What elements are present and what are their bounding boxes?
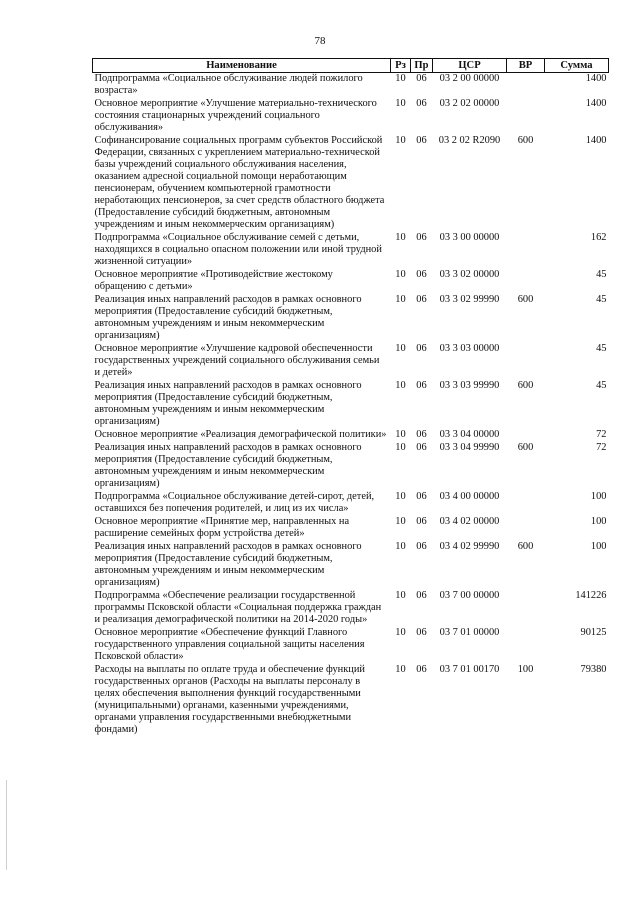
- cell-pr: 06: [416, 627, 427, 638]
- cell-name: Основное мероприятие «Обеспечение функций Главного государственного управления социальной защиты населения Псковской области»: [94, 627, 365, 662]
- cell-sum: 1400: [585, 98, 607, 109]
- cell-vr: 600: [517, 442, 534, 453]
- cell-rz: 10: [395, 429, 406, 440]
- table-row: [93, 98, 609, 135]
- header-vr: ВР: [507, 59, 545, 73]
- cell-vr: [507, 590, 545, 627]
- cell-pr: 06: [416, 343, 427, 354]
- cell-pr: 06: [416, 491, 427, 502]
- cell-name: Подпрограмма «Обеспечение реализации государственной программы Псковской области «Социальная поддержка граждан и реализация демографической политики на 2014-2020 годы»: [94, 590, 382, 625]
- cell-csr: 03 7 00 00000: [439, 590, 500, 601]
- cell-csr: 03 3 03 00000: [439, 343, 500, 354]
- cell-rz: 10: [395, 343, 406, 354]
- cell-sum: 45: [596, 269, 607, 280]
- cell-sum: 45: [596, 380, 607, 391]
- budget-table: [92, 58, 609, 737]
- header-rz: Рз: [391, 59, 411, 73]
- cell-csr: 03 2 00 00000: [439, 73, 500, 84]
- table-row: [93, 590, 609, 627]
- cell-csr: 03 2 02 R2090: [438, 135, 501, 146]
- header-row: [93, 59, 609, 73]
- cell-name: Реализация иных направлений расходов в рамках основного мероприятия (Предоставление субсидий бюджетным, автономным учреждениям и иным некоммерческим организациям): [94, 294, 362, 341]
- cell-name: Основное мероприятие «Улучшение кадровой обеспеченности государственных учреждений социального обслуживания семьи и детей»: [94, 343, 380, 378]
- cell-name: Основное мероприятие «Принятие мер, направленных на расширение семейных форм устройства детей»: [94, 516, 350, 539]
- cell-rz: 10: [395, 269, 406, 280]
- cell-name: Софинансирование социальных программ субъектов Российской Федерации, связанных с укреплением материально-технической базы учреждений социального обслуживания населения, оказанием адресной социальной помощи неработающим пенсионерам, обучением компьютерной грамотности неработающих пенсионеров, за счет средств областного бюджета (Предоставление субсидий бюджетным, автономным учреждениям и иным некоммерческим организациям): [94, 135, 385, 230]
- cell-vr: [507, 232, 545, 269]
- cell-name: Основное мероприятие «Улучшение материально-технического состояния стационарных учреждений социального обслуживания»: [94, 98, 377, 133]
- cell-pr: 06: [416, 98, 427, 109]
- cell-rz: 10: [395, 516, 406, 527]
- cell-csr: 03 3 03 99990: [439, 380, 500, 391]
- table-row: [93, 135, 609, 232]
- cell-sum: 45: [596, 294, 607, 305]
- cell-sum: 100: [590, 541, 607, 552]
- cell-name: Основное мероприятие «Реализация демографической политики»: [94, 429, 387, 440]
- table-row: [93, 73, 609, 99]
- cell-vr: [507, 73, 545, 99]
- cell-pr: 06: [416, 294, 427, 305]
- cell-csr: 03 2 02 00000: [439, 98, 500, 109]
- cell-pr: 06: [416, 269, 427, 280]
- cell-rz: 10: [395, 664, 406, 675]
- cell-rz: 10: [395, 627, 406, 638]
- cell-sum: 141226: [575, 590, 607, 601]
- cell-rz: 10: [395, 541, 406, 552]
- cell-vr: [507, 429, 545, 442]
- cell-pr: 06: [416, 442, 427, 453]
- scan-edge-mark: [6, 780, 7, 870]
- cell-sum: 90125: [580, 627, 607, 638]
- cell-vr: 600: [517, 541, 534, 552]
- cell-csr: 03 3 02 99990: [439, 294, 500, 305]
- cell-rz: 10: [395, 98, 406, 109]
- cell-sum: 1400: [585, 135, 607, 146]
- cell-name: Реализация иных направлений расходов в рамках основного мероприятия (Предоставление субсидий бюджетным, автономным учреждениям и иным некоммерческим организациям): [94, 541, 362, 588]
- cell-sum: 72: [596, 442, 607, 453]
- cell-csr: 03 3 04 00000: [439, 429, 500, 440]
- cell-name: Основное мероприятие «Противодействие жестокому обращению с детьми»: [94, 269, 333, 292]
- header-pr: Пр: [411, 59, 433, 73]
- table-row: [93, 269, 609, 294]
- cell-name: Реализация иных направлений расходов в рамках основного мероприятия (Предоставление субсидий бюджетным, автономным учреждениям и иным некоммерческим организациям): [94, 380, 362, 427]
- cell-name: Подпрограмма «Социальное обслуживание людей пожилого возраста»: [94, 73, 363, 96]
- cell-vr: [507, 491, 545, 516]
- cell-vr: [507, 516, 545, 541]
- cell-sum: 1400: [585, 73, 607, 84]
- table-body: [93, 73, 609, 738]
- cell-vr: 600: [517, 380, 534, 391]
- cell-csr: 03 4 00 00000: [439, 491, 500, 502]
- cell-csr: 03 3 00 00000: [439, 232, 500, 243]
- table-row: [93, 516, 609, 541]
- cell-csr: 03 4 02 99990: [439, 541, 500, 552]
- cell-pr: 06: [416, 135, 427, 146]
- cell-rz: 10: [395, 491, 406, 502]
- cell-pr: 06: [416, 380, 427, 391]
- table-row: [93, 429, 609, 442]
- cell-name: Расходы на выплаты по оплате труда и обеспечение функций государственных органов (Расходы на выплаты персоналу в целях обеспечения выполнения функций государственными (муниципальными) органами, казенными учреждениями, органами управления государственными внебюджетными фондами): [94, 664, 365, 735]
- cell-csr: 03 3 04 99990: [439, 442, 500, 453]
- cell-sum: 100: [590, 516, 607, 527]
- cell-rz: 10: [395, 135, 406, 146]
- table-row: [93, 541, 609, 590]
- cell-pr: 06: [416, 516, 427, 527]
- cell-csr: 03 7 01 00000: [439, 627, 500, 638]
- table-row: [93, 232, 609, 269]
- cell-vr: 600: [517, 135, 534, 146]
- header-name: Наименование: [93, 59, 391, 73]
- table-row: [93, 442, 609, 491]
- page-number: 78: [314, 35, 326, 47]
- table-row: [93, 343, 609, 380]
- cell-csr: 03 3 02 00000: [439, 269, 500, 280]
- cell-vr: 100: [517, 664, 534, 675]
- cell-csr: 03 7 01 00170: [439, 664, 500, 675]
- table-row: [93, 491, 609, 516]
- cell-vr: 600: [517, 294, 534, 305]
- cell-vr: [507, 98, 545, 135]
- cell-name: Подпрограмма «Социальное обслуживание семей с детьми, находящихся в социально опасном положении или иной трудной жизненной ситуации»: [94, 232, 382, 267]
- cell-sum: 79380: [580, 664, 607, 675]
- cell-sum: 45: [596, 343, 607, 354]
- cell-vr: [507, 627, 545, 664]
- cell-vr: [507, 343, 545, 380]
- table-row: [93, 380, 609, 429]
- cell-sum: 162: [590, 232, 607, 243]
- cell-pr: 06: [416, 232, 427, 243]
- cell-pr: 06: [416, 429, 427, 440]
- cell-pr: 06: [416, 73, 427, 84]
- header-sum: Сумма: [545, 59, 609, 73]
- table-row: [93, 294, 609, 343]
- cell-rz: 10: [395, 73, 406, 84]
- cell-rz: 10: [395, 232, 406, 243]
- cell-rz: 10: [395, 294, 406, 305]
- table-header: [93, 59, 609, 73]
- cell-rz: 10: [395, 380, 406, 391]
- cell-sum: 72: [596, 429, 607, 440]
- cell-rz: 10: [395, 590, 406, 601]
- cell-vr: [507, 269, 545, 294]
- cell-pr: 06: [416, 664, 427, 675]
- cell-name: Подпрограмма «Социальное обслуживание детей-сирот, детей, оставшихся без попечения родителей, и лиц из их числа»: [94, 491, 375, 514]
- cell-rz: 10: [395, 442, 406, 453]
- table-row: [93, 627, 609, 664]
- cell-name: Реализация иных направлений расходов в рамках основного мероприятия (Предоставление субсидий бюджетным, автономным учреждениям и иным некоммерческим организациям): [94, 442, 362, 489]
- cell-sum: 100: [590, 491, 607, 502]
- cell-csr: 03 4 02 00000: [439, 516, 500, 527]
- header-csr: ЦСР: [433, 59, 507, 73]
- cell-pr: 06: [416, 590, 427, 601]
- table-row: [93, 664, 609, 737]
- cell-pr: 06: [416, 541, 427, 552]
